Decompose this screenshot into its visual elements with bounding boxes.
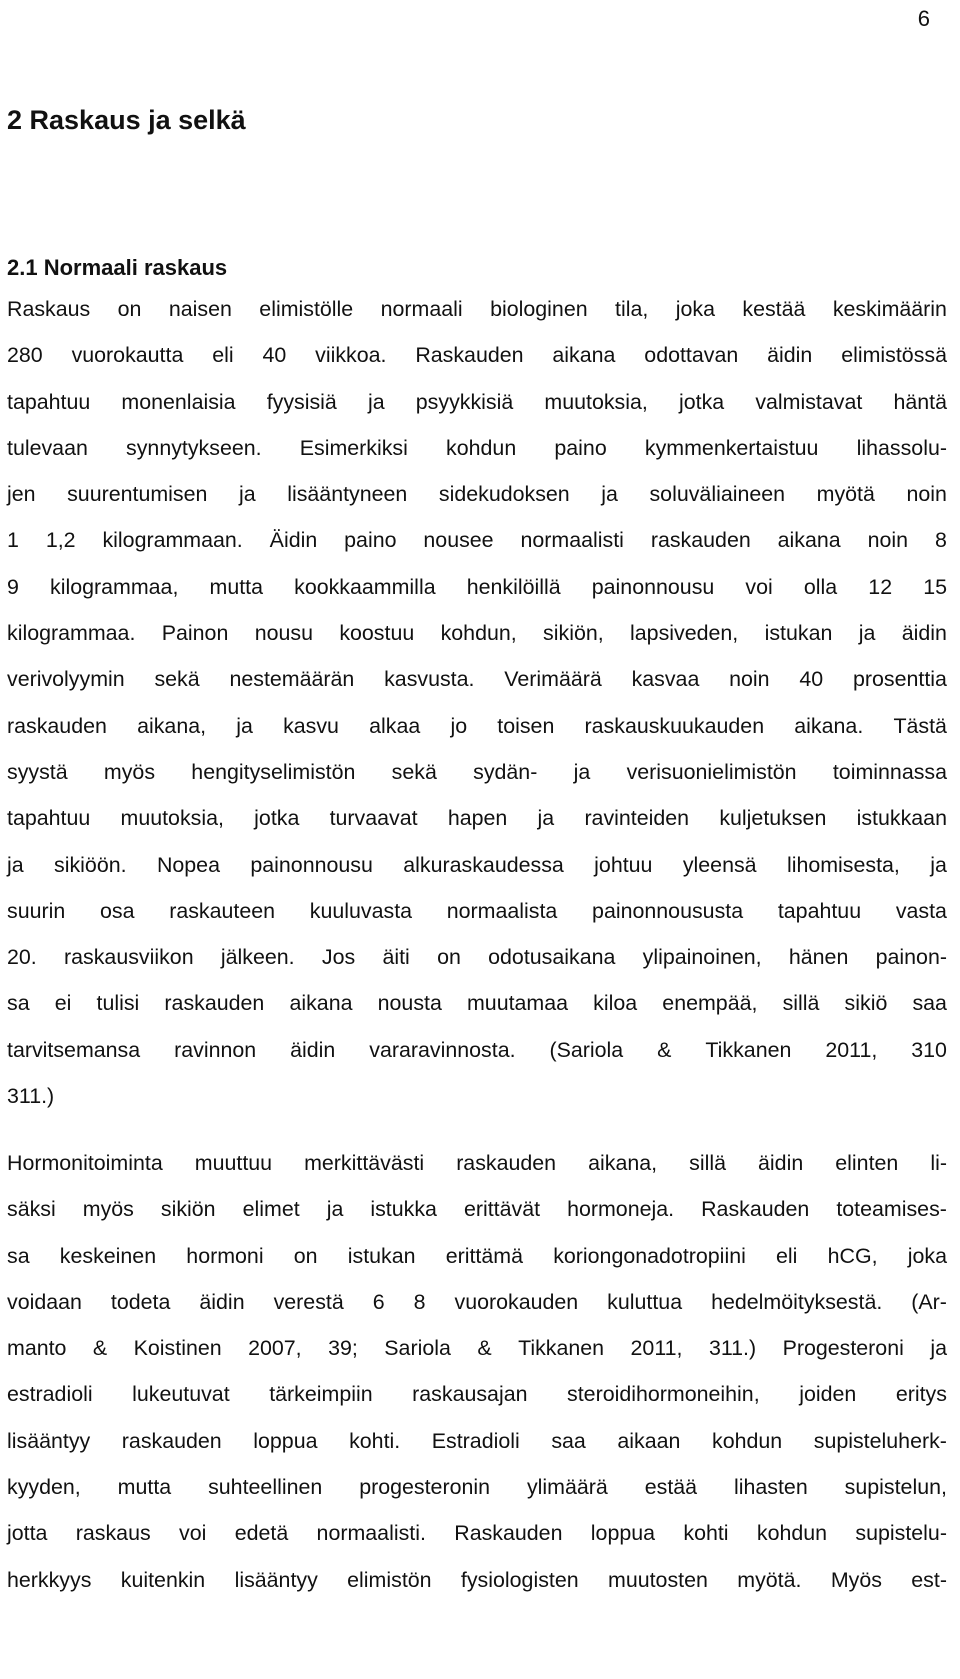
text-line: estradioli lukeutuvat tärkeimpiin raskausajan steroidihormoneihin, joiden eritys xyxy=(7,1382,947,1407)
body-paragraph-2 xyxy=(7,1140,947,1603)
text-line: Hormonitoiminta muuttuu merkittävästi raskauden aikana, sillä äidin elinten li- xyxy=(7,1151,947,1175)
page-number: 6 xyxy=(917,6,930,31)
text-line: säksi myös sikiön elimet ja istukka erittävät hormoneja. Raskauden toteamises- xyxy=(7,1197,947,1222)
text-line: tarvitsemansa ravinnon äidin vararavinnosta. (Sariola & Tikkanen 2011, 310 xyxy=(7,1037,947,1062)
text-line: Raskaus on naisen elimistölle normaali biologinen tila, joka kestää keskimäärin xyxy=(7,297,947,321)
text-line: manto & Koistinen 2007, 39; Sariola & Tikkanen 2011, 311.) Progesteroni ja xyxy=(7,1336,947,1361)
text-line: suurin osa raskauteen kuuluvasta normaalista painonnoususta tapahtuu vasta xyxy=(7,898,947,923)
text-line: sa keskeinen hormoni on istukan erittämä koriongonadotropiini eli hCG, joka xyxy=(7,1243,947,1268)
body-paragraph-1 xyxy=(7,286,947,1119)
text-line: syystä myös hengityselimistön sekä sydän- ja verisuonielimistön toiminnassa xyxy=(7,759,947,784)
text-line: kyyden, mutta suhteellinen progesteronin ylimäärä estää lihasten supistelun, xyxy=(7,1475,947,1500)
text-line: raskauden aikana, ja kasvu alkaa jo toisen raskauskuukauden aikana. Tästä xyxy=(7,713,947,738)
text-line: kilogrammaa. Painon nousu koostuu kohdun, sikiön, lapsiveden, istukan ja äidin xyxy=(7,621,947,646)
text-line: 9 kilogrammaa, mutta kookkaammilla henkilöillä painonnousu voi olla 12 15 xyxy=(7,574,947,599)
text-line: voidaan todeta äidin verestä 6 8 vuorokauden kuluttua hedelmöityksestä. (Ar- xyxy=(7,1289,947,1314)
text-line: jotta raskaus voi edetä normaalisti. Raskauden loppua kohti kohdun supistelu- xyxy=(7,1521,947,1546)
text-line: jen suurentumisen ja lisääntyneen sidekudoksen ja soluväliaineen myötä noin xyxy=(7,482,947,507)
text-line: lisääntyy raskauden loppua kohti. Estradioli saa aikaan kohdun supisteluherk- xyxy=(7,1428,947,1453)
text-line: tulevaan synnytykseen. Esimerkiksi kohdun paino kymmenkertaistuu lihassolu- xyxy=(7,435,947,460)
text-line: tapahtuu monenlaisia fyysisiä ja psyykkisiä muutoksia, jotka valmistavat häntä xyxy=(7,389,947,414)
text-line: 20. raskausviikon jälkeen. Jos äiti on odotusaikana ylipainoinen, hänen painon- xyxy=(7,945,947,970)
text-line: herkkyys kuitenkin lisääntyy elimistön fysiologisten muutosten myötä. Myös est- xyxy=(7,1567,947,1592)
section-heading: 2.1 Normaali raskaus xyxy=(7,255,228,280)
text-line: tapahtuu muutoksia, jotka turvaavat hapen ja ravinteiden kuljetuksen istukkaan xyxy=(7,806,947,831)
text-line: sa ei tulisi raskauden aikana nousta muutamaa kiloa enempää, sillä sikiö saa xyxy=(7,991,947,1016)
text-line: 280 vuorokautta eli 40 viikkoa. Raskauden aikana odottavan äidin elimistössä xyxy=(7,343,947,368)
text-line: 311.) xyxy=(7,1084,55,1109)
text-line: 1 1,2 kilogrammaan. Äidin paino nousee normaalisti raskauden aikana noin 8 xyxy=(7,528,947,553)
text-line: ja sikiöön. Nopea painonnousu alkuraskaudessa johtuu yleensä lihomisesta, ja xyxy=(7,852,947,877)
text-line: verivolyymin sekä nestemäärän kasvusta. Verimäärä kasvaa noin 40 prosenttia xyxy=(7,667,947,692)
chapter-heading: 2 Raskaus ja selkä xyxy=(7,105,246,135)
